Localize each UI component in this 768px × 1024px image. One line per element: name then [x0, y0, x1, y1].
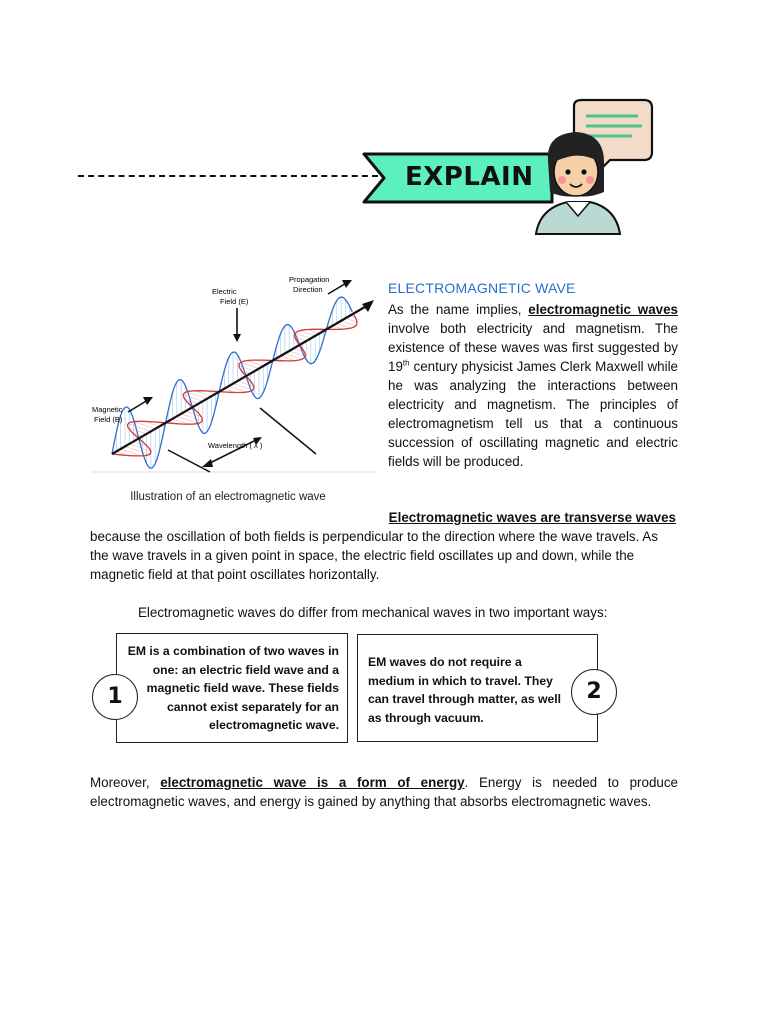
wavelength-label: Wavelength ( λ ): [208, 441, 263, 450]
propagation-label: Propagation: [289, 275, 330, 284]
intro-paragraph: [388, 300, 678, 471]
magnetic-label: Magnetic: [92, 405, 123, 414]
electric-label: Electric: [212, 287, 237, 296]
intro-rest: century physicist James Clerk Maxwell while he was analyzing the interactions between electricity and magnetism. The principles of electromagnetism tell us that a continuous succession of oscillating magnetic and electric fields will be produced.: [388, 359, 678, 469]
moreover-paragraph: [90, 773, 678, 811]
intro-mid: involve both electricity and magnetism. The existence of these waves was first suggested by 19: [388, 321, 678, 374]
section-title: ELECTROMAGNETIC WAVE: [388, 280, 576, 296]
transverse-body: because the oscillation of both fields is perpendicular to the direction where the wave travels. As the wave travels in a given point in space, the electric field oscillates up and down, while the magnetic field at that point oscillates horizontally.: [90, 529, 658, 582]
intro-sup: th: [402, 358, 410, 368]
electric-label-2: Field (E): [220, 297, 249, 306]
moreover-term: electromagnetic wave is a form of energy: [160, 775, 465, 790]
em-wave-figure: [90, 268, 380, 476]
way-text-2: EM waves do not require a medium in which to travel. They can travel through matter, as well as through vacuum.: [368, 655, 562, 725]
banner-label: EXPLAIN: [405, 162, 534, 192]
magnetic-label-2: Field (B): [94, 415, 123, 424]
differ-sentence: Electromagnetic waves do differ from mechanical waves in two important ways:: [138, 605, 608, 620]
moreover-rest: . Energy is needed to produce electromagnetic waves, and energy is gained by anything that absorbs electromagnetic waves.: [90, 775, 679, 809]
propagation-label-2: Direction: [293, 285, 323, 294]
way-number-2: 2: [571, 669, 617, 715]
way-box-2: [357, 634, 598, 742]
way-box-1: [116, 633, 348, 743]
transverse-heading: Electromagnetic waves are transverse waves: [388, 510, 676, 525]
moreover-lead: Moreover,: [90, 775, 161, 790]
way-text-1: EM is a combination of two waves in one: an electric field wave and a magnetic field wave. These fields cannot exist separately for an electromagnetic wave.: [127, 644, 339, 732]
dashed-divider: [78, 175, 378, 177]
way-number-1: 1: [92, 674, 138, 720]
intro-term: electromagnetic waves: [528, 302, 678, 317]
intro-lead: As the name implies,: [388, 302, 529, 317]
figure-caption: Illustration of an electromagnetic wave: [130, 491, 326, 503]
teacher-avatar: [528, 96, 658, 236]
